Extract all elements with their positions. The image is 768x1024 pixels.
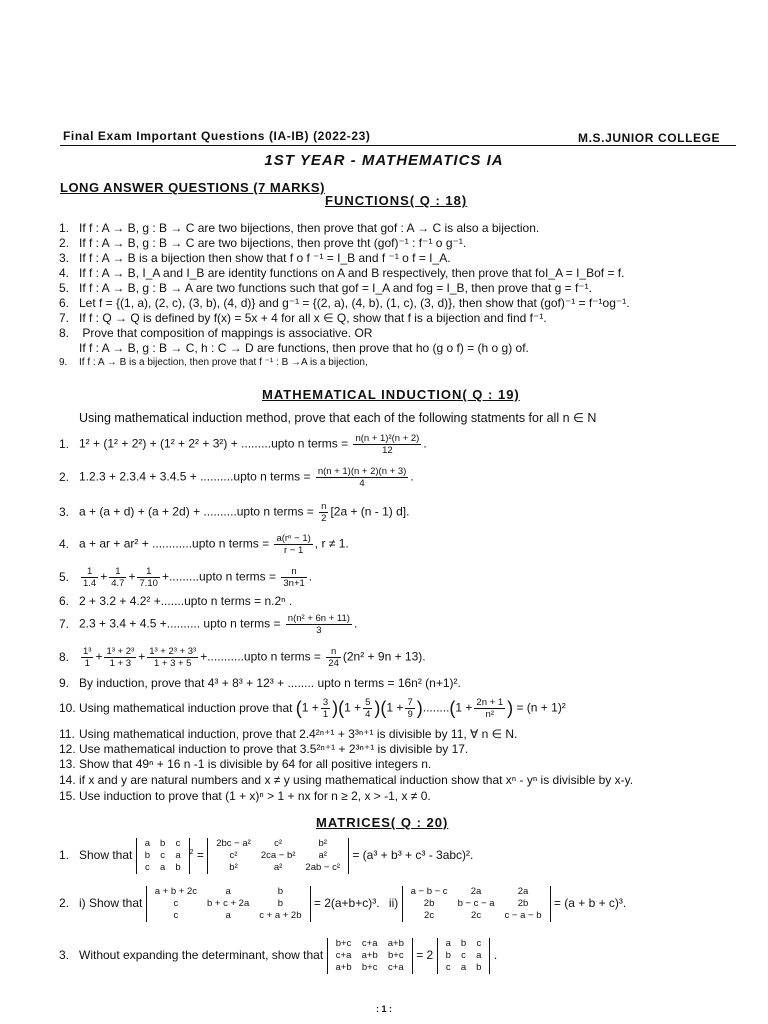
determinant-cell: 2b	[517, 898, 529, 909]
induction-item-9: 9. By induction, prove that 4³ + 8³ + 12³ + ........ upto n terms = 16n² (n+1)².	[59, 676, 461, 690]
fraction: $\frac{n(n + 1)(n + 2)(n + 3)}{4}$	[317, 466, 407, 489]
determinant	[146, 886, 311, 922]
determinant-cell: b+c	[361, 962, 378, 973]
induction-item: 15. Use induction to prove that (1 + x)ⁿ > 1 + nx for n ≥ 2, x > -1, x ≠ 0.	[59, 789, 431, 803]
determinant-cell: c + a + 2b	[259, 910, 302, 921]
determinant-cell: c	[461, 950, 466, 961]
determinant-cell: 2a	[470, 886, 482, 897]
determinant-cell: 2c	[424, 910, 435, 921]
fraction: $\frac{\text{1³ + 2³}}{1 + 3}$	[106, 646, 135, 669]
induction-item-2: 2. 1.2.3 + 2.3.4 + 3.4.5 + ..........upto n terms = $\frac{n(n + 1)(n + 2)(n + 3)}{4}$ .	[59, 466, 414, 489]
determinant-cell: b − c − a	[457, 898, 495, 909]
determinant-cell: b + c + 2a	[206, 898, 250, 909]
matrices-item-3: 3. Without expanding the determinant, show that b+c c+a a+b c+a a+b b+c a+b b+c c+a = 2 a b c b c a c a b .	[59, 938, 498, 973]
function-item: 2. If f : A → B, g : B → C are two bijections, then prove tht (gof)⁻¹ : f⁻¹ o g⁻¹.	[59, 236, 467, 250]
fraction: $\frac{\text{1³ + 2³ + 3³}}{1 + 3 + 5}$	[149, 646, 197, 669]
page-title: 1ST YEAR - MATHEMATICS IA	[264, 152, 504, 169]
determinant-cell: b	[277, 898, 284, 909]
determinant	[136, 838, 190, 874]
determinant-cell: b	[160, 838, 166, 849]
determinant-cell: b	[277, 886, 284, 897]
determinant-cell: a+b	[361, 950, 378, 961]
fraction: $\frac{n}{3n+1}$	[283, 566, 305, 589]
fraction: $\frac{n}{2}$	[321, 501, 327, 524]
determinant-cell: c²	[229, 850, 238, 861]
determinant-cell: b	[445, 950, 451, 961]
determinant-cell: c	[175, 838, 181, 849]
section-long-answer: LONG ANSWER QUESTIONS (7 MARKS)	[60, 180, 325, 195]
induction-item: 12. Use mathematical induction to prove that 3.5²ⁿ⁺¹ + 2³ⁿ⁺¹ is divisible by 17.	[59, 742, 469, 756]
determinant-cell: c+a	[335, 950, 352, 961]
function-item: 8. Prove that composition of mappings is associative. OR	[59, 326, 373, 340]
determinant-cell: a	[175, 850, 181, 861]
induction-item-8: 8. $\frac{\text{1³}}{1}$ + $\frac{\text{1³ + 2³}}{1 + 3}$ + $\frac{\text{1³ + 2³ + 3³}}{1 + 3 + 5}$ +...........upto n terms = $\frac{n}{24}$ (2n² + 9n + 13).	[59, 646, 426, 669]
function-item: 1. If f : A → B, g : B → C are two bijections, then prove that gof : A → C is also a bijection.	[59, 221, 540, 235]
determinant-cell: c	[173, 910, 179, 921]
determinant-cell: 2c	[471, 910, 482, 921]
determinant-cell: 2ab − c²	[305, 862, 340, 873]
determinant-cell: a	[445, 938, 451, 949]
determinant-cell: a − b − c	[410, 886, 448, 897]
fraction: $\frac{\text{n(n² + 6n + 11)}}{3}$	[287, 613, 350, 636]
determinant-cell: c − a − b	[504, 910, 542, 921]
induction-item-4: 4. a + ar + ar² + ............upto n terms = $\frac{\text{a(rⁿ − 1)}}{r - 1}$ , r ≠ 1.	[59, 533, 349, 556]
fraction: $\frac{1}{1.4}$	[83, 566, 97, 589]
fraction: $\frac{\text{a(rⁿ − 1)}}{r - 1}$	[276, 533, 311, 556]
determinant-cell: a+b	[335, 962, 352, 973]
determinant-cell: a	[225, 886, 231, 897]
fraction: $\frac{n}{24}$	[328, 646, 339, 669]
determinant	[327, 938, 413, 974]
determinant	[402, 886, 551, 922]
fraction: $\frac{\text{n(n + 1)²(n + 2)}}{12}$	[355, 433, 420, 456]
induction-item-3: 3. a + (a + d) + (a + 2d) + ..........upto n terms = $\frac{n}{2}$ [2a + (n - 1) d].	[59, 501, 410, 524]
determinant-cell: c+a	[361, 938, 378, 949]
header-title: Final Exam Important Questions (IA-IB) (2022-23)	[63, 129, 371, 143]
determinant-cell: b²	[318, 838, 327, 849]
section-matrices-heading: MATRICES( Q : 20)	[316, 815, 449, 830]
determinant-cell: c+a	[388, 962, 404, 973]
function-item: 9. If f : A → B is a bijection, then prove that f ⁻¹ : B →A is a bijection,	[59, 357, 368, 368]
determinant-cell: c²	[274, 838, 283, 849]
determinant-cell: a	[225, 910, 231, 921]
determinant-cell: b	[175, 862, 181, 873]
fraction: $\frac{1}{7.10}$	[139, 566, 158, 589]
fraction: $\frac{\text{1³}}{1}$	[83, 646, 92, 669]
function-item: 6. Let f = {(1, a), (2, c), (3, b), (4, d)} and g⁻¹ = {(2, a), (4, b), (1, c), (3, d)}, then show that (gof)⁻¹ = f⁻¹og⁻¹.	[59, 296, 630, 310]
determinant-cell: 2b	[423, 898, 435, 909]
determinant	[207, 838, 349, 874]
determinant-cell: c	[445, 962, 451, 973]
determinant-cell: 2a	[517, 886, 529, 897]
induction-item-7: 7. 2.3 + 3.4 + 4.5 +.......... upto n terms = $\frac{\text{n(n² + 6n + 11)}}{3}$ .	[59, 613, 358, 636]
determinant-cell: 2ca − b²	[260, 850, 296, 861]
determinant-cell: b+c	[335, 938, 352, 949]
determinant-cell: 2bc − a²	[216, 838, 251, 849]
function-item: 7. If f : Q → Q is defined by f(x) = 5x + 4 for all x ∈ Q, show that f is a bijection and find f⁻¹.	[59, 311, 547, 325]
determinant-cell: a²	[273, 862, 283, 873]
matrices-item-2: 2. i) Show that a + b + 2c a b c b + c + 2a b c a c + a + 2b = 2(a+b+c)³. ii) a − b − c 2a 2a 2b b − c − a 2b 2c 2c c − a − b = (a + b + c)³.	[59, 886, 627, 921]
college-name: M.S.JUNIOR COLLEGE	[578, 131, 721, 145]
determinant-cell: c	[160, 850, 166, 861]
determinant-cell: a	[160, 862, 166, 873]
determinant-cell: a	[460, 962, 467, 973]
induction-item-10: 10. Using mathematical induction prove that (1 + $\frac{3}{1}$ )(1 + $\frac{5}{4}$ )(1 + $\frac{7}{9}$ )........(1 + $\frac{2n + 1}{\text{n²}}$ ) = (n + 1)²	[59, 697, 566, 720]
determinant-cell: c	[476, 938, 482, 949]
determinant-cell: c	[144, 862, 150, 873]
determinant-cell: b	[460, 938, 467, 949]
induction-item: 13. Show that 49ⁿ + 16 n -1 is divisible by 64 for all positive integers n.	[59, 757, 432, 771]
page-number: : 1 :	[375, 1004, 392, 1014]
section-induction-heading: MATHEMATICAL INDUCTION( Q : 19)	[262, 387, 520, 402]
determinant-cell: a	[144, 838, 151, 849]
matrices-item-1: 1. Show that a b c b c a c a b $^2$ = 2bc − a² c² b² c² 2ca − b² a² b² a² 2ab − c² = (a³ + b³ + c³ - 3abc)².	[59, 838, 474, 873]
induction-item: 11. Using mathematical induction, prove that 2.4²ⁿ⁺¹ + 3³ⁿ⁺¹ is divisible by 11, ∀ n ∈ N.	[59, 727, 518, 741]
determinant	[437, 938, 491, 974]
function-item: 4. If f : A → B, I_A and I_B are identity functions on A and B respectively, then prove that foI_A = I_Bof = f.	[59, 266, 625, 280]
determinant-cell: b²	[229, 862, 238, 873]
function-item: If f : A → B, g : B → C, h : C → D are functions, then prove that ho (g o f) = (h o g) of.	[79, 341, 529, 355]
determinant-cell: b	[476, 962, 482, 973]
induction-item-5: 5. $\frac{1}{1.4}$ + $\frac{1}{4.7}$ + $\frac{1}{7.10}$ +.........upto n terms = $\frac{n}{3n+1}$ .	[59, 566, 313, 589]
induction-item: 14. if x and y are natural numbers and x ≠ y using mathematical induction show that xⁿ - yⁿ is divisible by x-y.	[59, 773, 634, 787]
determinant-cell: a	[476, 950, 482, 961]
determinant-cell: a²	[318, 850, 327, 861]
determinant-cell: a + b + 2c	[154, 886, 197, 897]
determinant-cell: c	[173, 898, 179, 909]
function-item: 3. If f : A → B is a bijection then show that f o f ⁻¹ = I_B and f ⁻¹ o f = I_A.	[59, 251, 451, 265]
determinant-cell: a+b	[387, 938, 404, 949]
fraction: $\frac{1}{4.7}$	[111, 566, 125, 589]
function-item: 5. If f : A → B, g : B → A are two functions such that gof = I_A and fog = I_B, then prove that g = f⁻¹.	[59, 281, 592, 295]
induction-item-1: 1. 1² + (1² + 2²) + (1² + 2² + 3²) + .........upto n terms = $\frac{\text{n(n + 1)²(n + 2)}}{12}$ .	[59, 433, 427, 456]
determinant-cell: b+c	[388, 950, 404, 961]
induction-item-6: 6. 2 + 3.2 + 4.2² +.......upto n terms = n.2ⁿ .	[59, 594, 293, 608]
determinant-cell: b	[144, 850, 151, 861]
header-rule	[60, 145, 736, 146]
induction-intro: Using mathematical induction method, prove that each of the following statments for all n ∈ N	[79, 411, 597, 425]
section-functions-heading: FUNCTIONS( Q : 18)	[325, 193, 468, 208]
